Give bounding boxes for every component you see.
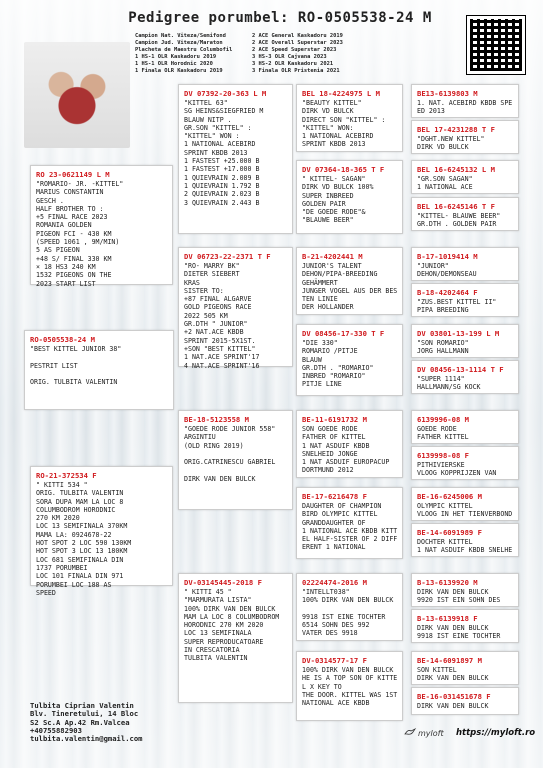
card-details: "GR.SON SAGAN" 1 NATIONAL ACE [417,175,473,192]
card-details: " KITTI 534 " ORIG. TULBITA VALENTIN SORA DUPA MAM LA LOC 8 COLUMBODROM HORODNIC 270 KM 2020 LOC 13 SEMIFINALA 370KM MAMA LA: 0924678-22 HOT SPOT 2 LOC 590 130KM HOT SPOT 3 LOC 13 180KM LOC 681 SEMIFINALA DIN 1737 PORUMBEI LOC 101 FINALA DIN 971 PORUMBEI LOC 188 AS SPEED [36,481,132,597]
ring-number: BE-18-5123558 M [184,415,249,424]
card-details: " KITTEL- SAGAN" DIRK VD BULCK 100% SUPER INBREED GOLDEN PAIR "DE GOEDE RODE"& "BLAUWE BEER" [302,175,374,225]
card-details: 100% DIRK VAN DEN BULCK HE IS A TOP SON OF KITTE L X KEY TO THE DOOR. KITTEL WAS 1ST NATIONAL ACE KBDB [302,666,398,708]
card-details: "SUPER 1114" HALLMANN/SG KOCK [417,375,481,392]
card-details: "DGHT.NEW KITTEL" DIRK VD BULCK [417,135,485,152]
card-details: GOEDE RODE FATHER KITTEL [417,425,469,442]
pedigree-card-dam[interactable] [30,466,173,597]
pedigree-card-g4-7[interactable] [411,324,519,358]
pedigree-card-g3-7[interactable] [296,573,403,641]
pedigree-card-g4-16[interactable] [411,687,519,715]
card-details: DOCHTER KITTEL 1 NAT ASDUIF KBDB SNELHE [417,538,513,555]
card-details: "KITTEL- BLAUWE BEER" GR.DTH . GOLDEN PAIR [417,212,501,229]
card-details: "INTELLT038" 100% DIRK VAN DEN BULCK 9918 IST EINE TOCHTER 6514 SOHN DES 992 VATER DES 9918 [302,588,394,638]
pedigree-card-g4-1[interactable] [411,84,519,118]
ring-number: BEL 18-4224975 L M [302,89,380,98]
ring-number: 02224474-2016 M [302,578,367,587]
card-details: PITHIVIERSKE VLOOG KOPPRIJZEN VAN [417,461,497,478]
card-details: "JUNIOR" DEHON/DEMONSEAU [417,262,477,279]
card-details: "BEAUTY KITTEL" DIRK VD BULCK DIRECT SON "KITTEL" : "KITTEL" WON: 1 NATIONAL ACEBIRD SPRINT KBDB 2013 [302,99,386,149]
qr-code[interactable] [467,16,525,74]
pedigree-card-g4-14[interactable] [411,609,519,643]
ring-number: BEL 16-6245132 L M [417,165,495,174]
pedigree-card-g3-4[interactable] [296,324,403,396]
ring-number: BEL 17-4231288 T F [417,125,495,134]
pedigree-card-granddam-1[interactable] [178,247,293,370]
card-details: 1. NAT. ACEBIRD KBDB SPE ED 2013 [417,99,513,116]
brand-logo [404,728,444,738]
pedigree-card-g4-10[interactable] [411,446,519,480]
ring-number: 6139998-08 F [417,451,469,460]
pedigree-card-g4-4[interactable] [411,197,519,231]
ring-number: BE-11-6191732 M [302,415,367,424]
pedigree-card-g4-8[interactable] [411,360,519,394]
ring-number: DV 08456-17-330 T F [302,329,385,338]
awards-column-1: Campion Nat. Viteza/Semifond Campion Jud. Viteza/Maraton Placheta de Maestru Columbofil 1 HS-1 OLR Kaskadoru 2019 1 HS-1 OLR Horodnic 2020 1 Finala OLR Kaskadoru 2019 [135,33,233,74]
ring-number: DV 07392-20-363 L M [184,89,267,98]
pedigree-card-sire[interactable] [30,165,173,288]
ring-number: B-18-4202464 F [417,288,478,297]
awards-column-2: 2 ACE General Kaskadoru 2019 2 ACE Overall Superstar 2023 2 ACE Speed Superstar 2023 3 HS-3 OLR Cajvana 2023 3 HS-2 OLR Kaskadoru 2021 3 Finala OLR Pristenia 2021 [252,33,343,74]
pedigree-card-g3-5[interactable] [296,410,403,478]
ring-number: 6139996-08 M [417,415,469,424]
pedigree-card-g3-3[interactable] [296,247,403,315]
ring-number: B-21-4202441 M [302,252,363,261]
pedigree-card-grandsire-2[interactable] [178,410,293,510]
pigeon-icon [404,728,416,736]
card-details: "GOEDE RODE JUNIOR 558" ARGINTIU (OLD RING 2019) ORIG.CATRINESCU GABRIEL DIRK VAN DEN BULCK [184,425,276,483]
card-details: DIRK VAN DEN BULCK 9920 IST EIN SOHN DES [417,588,501,605]
ring-number: DV 06723-22-2371 T F [184,252,271,261]
website-link[interactable]: https://myloft.ro [456,728,536,738]
ring-number: BE13-6139803 M [417,89,478,98]
ring-number: BEL 16-6245146 T F [417,202,495,211]
ring-number: B-17-1019414 M [417,252,478,261]
pedigree-card-g3-2[interactable] [296,160,403,234]
ring-number: RO 23-0621149 L M [36,170,110,179]
ring-number: RO-21-372534 F [36,471,97,480]
ring-number: B-13-6139920 M [417,578,478,587]
brand-name: myloft [418,729,444,738]
ring-number: DV-03145445-2018 F [184,578,262,587]
card-details: DIRK VAN DEN BULCK 9918 IST EINE TOCHTER [417,624,501,641]
owner-contact: Tulbita Ciprian Valentin Blv. Tineretului, 14 Bloc S2 Sc.A Ap.42 Rm.Valcea +40755882903 tulbita.valentin@gmail.com [30,701,143,744]
card-details: "RO- MARRY BK" DIETER SIEBERT KRAS SISTER TO: +87 FINAL ALGARVE GOLD PIGEONS RACE 2022 505 KM GR.DTH " JUNIOR" +2 NAT.ACE KBDB SPRINT 2015-5X1ST. +SON "BEST KITTEL" 1 NAT.ACE SPRINT'17 4 NAT.ACE SPRINT'16 [184,262,260,370]
ring-number: BE-16-031451678 F [417,692,491,701]
pedigree-card-g4-12[interactable] [411,523,519,557]
ring-number: BE-17-6216478 F [302,492,367,501]
page-title: Pedigree porumbel: RO-0505538-24 M [128,10,432,26]
pedigree-card-g4-15[interactable] [411,651,519,685]
ring-number: RO-0505538-24 M [30,335,95,344]
card-details: "ROMARIO- JR. -KITTEL" MARIUS CONSTANTIN GESCH . HALF BROTHER TO : +5 FINAL RACE 2023 ROMANIA GOLDEN PIGEON FCI - 430 KM (SPEED 1061 , 9M/MIN) 5 AS PIGEON +48 S/ FINAL 330 KM × 18 HS3 240 KM 1532 PIGEONS ON THE 2023 START LIST [36,180,124,288]
ring-number: DV 03801-13-199 L M [417,329,500,338]
pedigree-card-grandsire-1[interactable] [178,84,293,234]
ring-number: BE-14-6091989 F [417,528,482,537]
card-details: "BEST KITTEL JUNIOR 38" PESTRIT LIST ORIG. TULBITA VALENTIN [30,345,122,387]
card-details: JUNIOR'S TALENT DEHON/PIPA-BREEDING GEHÄMMERT JUNGER VOGEL AUS DER BES TEN LINIE DER HOLLANDER [302,262,398,312]
pedigree-card-g4-11[interactable] [411,487,519,521]
pedigree-card-g3-1[interactable] [296,84,403,152]
card-details: "KITTEL 63" SG HEINS&SIEGFRIED M BLAUW NITP . GR.SON "KITTEL" : "KITTEL" WON : 1 NATIONAL ACEBIRD SPRINT KBDB 2013 1 FASTEST +25.000 B 1 FASTEST +17.000 B 1 QUIEVRAIN 2.089 B 1 QUIEVRAIN 1.792 B 2 QUIEVRAIN 2.023 B 3 QUIEVRAIN 2.443 B [184,99,264,207]
ring-number: DV 08456-13-1114 T F [417,365,504,374]
card-details: OLYMPIC KITTEL VLOOG IN HET TIENVERBOND [417,502,513,519]
pedigree-card-granddam-2[interactable] [178,573,293,703]
ring-number: BE-16-6245006 M [417,492,482,501]
pedigree-card-g4-2[interactable] [411,120,519,154]
pedigree-card-g4-5[interactable] [411,247,519,281]
card-details: "SON ROMARIO" JORG HALLMANN [417,339,469,356]
pedigree-card-subject[interactable] [24,330,174,410]
pedigree-card-g4-13[interactable] [411,573,519,607]
card-details: DIRK VAN DEN BULCK [417,702,489,710]
pedigree-card-g4-9[interactable] [411,410,519,444]
card-details: " KITTI 45 " "MARMURATA LISTA" 100% DIRK VAN DEN BULCK MAM LA LOC 8 COLUMBODROM HORODNIC 270 KM 2020 LOC 13 SEMIFINALA SUPER REPRODUCATOARE IN CRESCATORIA TULBITA VALENTIN [184,588,280,663]
card-details: "DIE 330" ROMARIO /PITJE BLAUW GR.DTH . "ROMARIO" INBRED "ROMARIO" PITJE LINE [302,339,374,389]
ring-number: DV 07364-18-365 T F [302,165,385,174]
owner-photo [24,42,130,148]
ring-number: BE-14-6091897 M [417,656,482,665]
ring-number: B-13-6139918 F [417,614,478,623]
ring-number: DV-0314577-17 F [302,656,367,665]
pedigree-card-g3-6[interactable] [296,487,403,559]
pedigree-card-g4-6[interactable] [411,283,519,317]
card-details: DAUGHTER OF CHAMPION BIRD OLYMPIC KITTEL GRANDDAUGHTER OF 1 NATIONAL ACE KBDB KITT EL HALF-SISTER OF 2 DIFF ERENT 1 NATIONAL [302,502,398,552]
card-details: SON KITTEL DIRK VAN DEN BULCK [417,666,489,683]
card-details: "ZUS.BEST KITTEL II" PIPA BREEDING [417,298,497,315]
pedigree-card-g4-3[interactable] [411,160,519,194]
card-details: SON GOEDE RODE FATHER OF KITTEL 1 NAT ASDUIF KBDB SNELHEID JONGE 1 NAT ASDUIF EUROPACUP DORTMUND 2012 [302,425,390,475]
pedigree-card-g3-8[interactable] [296,651,403,721]
